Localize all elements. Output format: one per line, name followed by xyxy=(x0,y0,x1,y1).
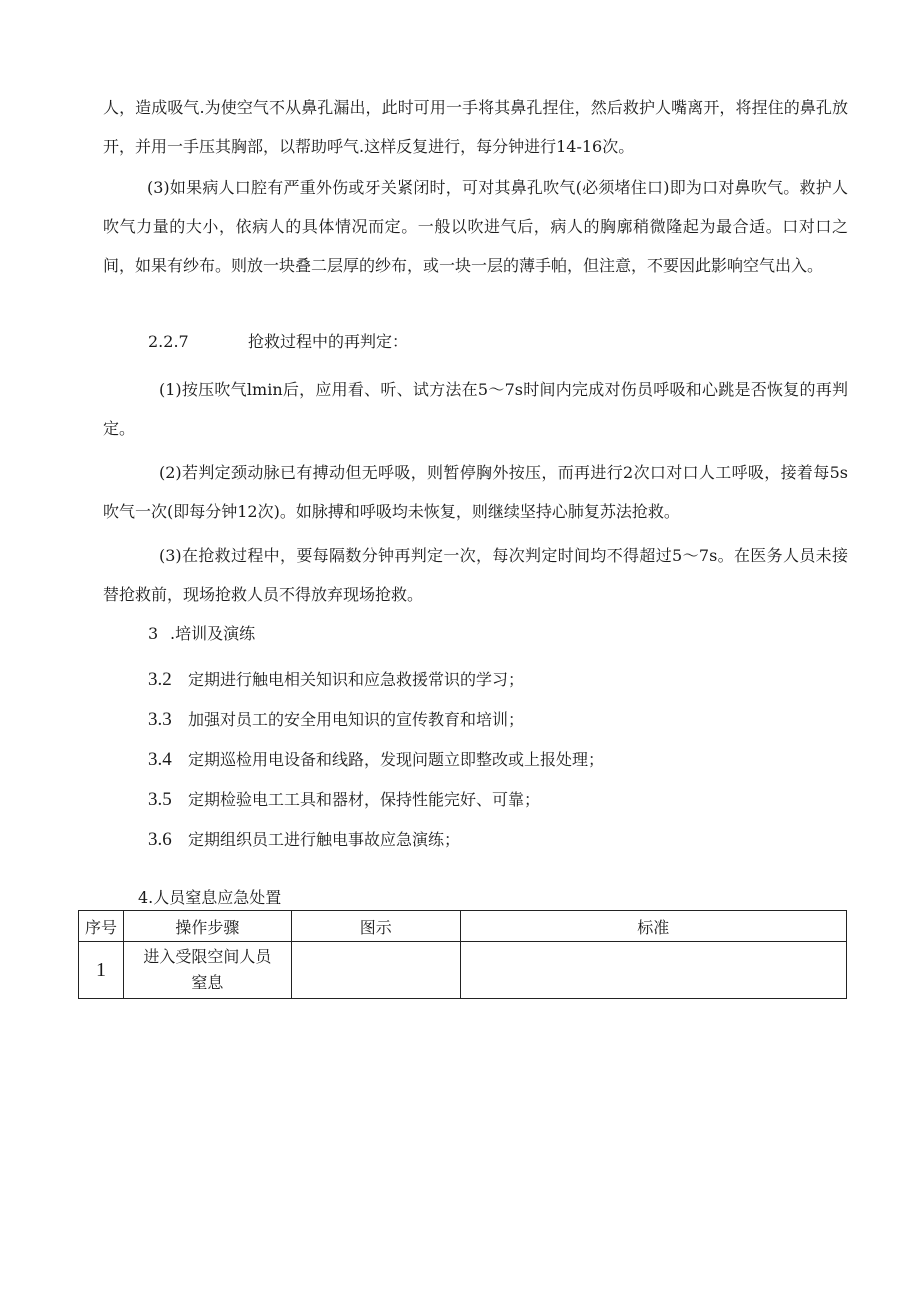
item-number: 3.6 xyxy=(148,829,172,850)
table-header-row xyxy=(79,911,847,942)
section-3-heading xyxy=(148,622,255,646)
header-seq: 序号 xyxy=(79,911,124,942)
item-number: 3.2 xyxy=(148,669,172,690)
header-standard: 标准 xyxy=(460,911,846,942)
cell-standard xyxy=(460,942,846,999)
training-item xyxy=(148,828,460,852)
cell-step-text: 进入受限空间人员窒息 xyxy=(143,947,272,992)
header-step: 操作步骤 xyxy=(123,911,291,942)
training-item xyxy=(148,788,540,812)
paragraph-2: (3)如果病人口腔有严重外伤或牙关紧闭时，可对其鼻孔吹气(必须堵住口)即为口对鼻吹气。救护人吹气力量的大小，依病人的具体情况而定。一般以吹进气后，病人的胸廓稍微隆起为最合适。口对口之间，如果有纱布。则放一块叠二层厚的纱布，或一块一层的薄手帕，但注意，不要因此影响空气出入。 xyxy=(103,178,848,275)
section-4-heading: 4.人员窒息应急处置 xyxy=(138,888,282,907)
cell-seq: 1 xyxy=(79,942,124,999)
item-text: 加强对员工的安全用电知识的宣传教育和培训； xyxy=(188,710,525,729)
item-number: 3.4 xyxy=(148,749,172,770)
section-title: .培训及演练 xyxy=(170,624,256,643)
paragraph-4: (2)若判定颈动脉已有搏动但无呼吸，则暂停胸外按压，而再进行2次口对口人工呼吸，接着每5s吹气一次(即每分钟12次)。如脉搏和呼吸均未恢复，则继续坚持心肺复苏法抢救。 xyxy=(103,463,848,521)
item-number: 3.3 xyxy=(148,709,172,730)
training-item xyxy=(148,668,524,692)
header-figure: 图示 xyxy=(291,911,460,942)
item-text: 定期检验电工工具和器材，保持性能完好、可靠； xyxy=(188,790,541,809)
table-row xyxy=(79,942,847,999)
cell-figure xyxy=(291,942,460,999)
cell-step xyxy=(123,942,291,999)
section-number: 2.2.7 xyxy=(148,332,189,351)
training-item xyxy=(148,748,604,772)
paragraph-3: (1)按压吹气lmin后，应用看、听、试方法在5～7s时间内完成对伤员呼吸和心跳是否恢复的再判定。 xyxy=(103,380,848,438)
item-text: 定期进行触电相关知识和应急救援常识的学习； xyxy=(188,670,525,689)
item-text: 定期组织员工进行触电事故应急演练； xyxy=(188,830,461,849)
paragraph-5: (3)在抢救过程中，要每隔数分钟再判定一次，每次判定时间均不得超过5～7s。在医务人员未接替抢救前，现场抢救人员不得放弃现场抢救。 xyxy=(103,546,848,604)
procedure-table xyxy=(78,910,847,999)
training-item xyxy=(148,708,524,732)
section-2-2-7-heading xyxy=(148,330,408,354)
paragraph-1: 人，造成吸气.为使空气不从鼻孔漏出，此时可用一手将其鼻孔捏住，然后救护人嘴离开，将捏住的鼻孔放开，并用一手压其胸部，以帮助呼气.这样反复进行，每分钟进行14-16次。 xyxy=(103,98,848,156)
section-number: 3 xyxy=(148,624,159,643)
item-text: 定期巡检用电设备和线路，发现问题立即整改或上报处理； xyxy=(188,750,605,769)
item-number: 3.5 xyxy=(148,789,172,810)
section-title: 抢救过程中的再判定： xyxy=(248,332,409,351)
